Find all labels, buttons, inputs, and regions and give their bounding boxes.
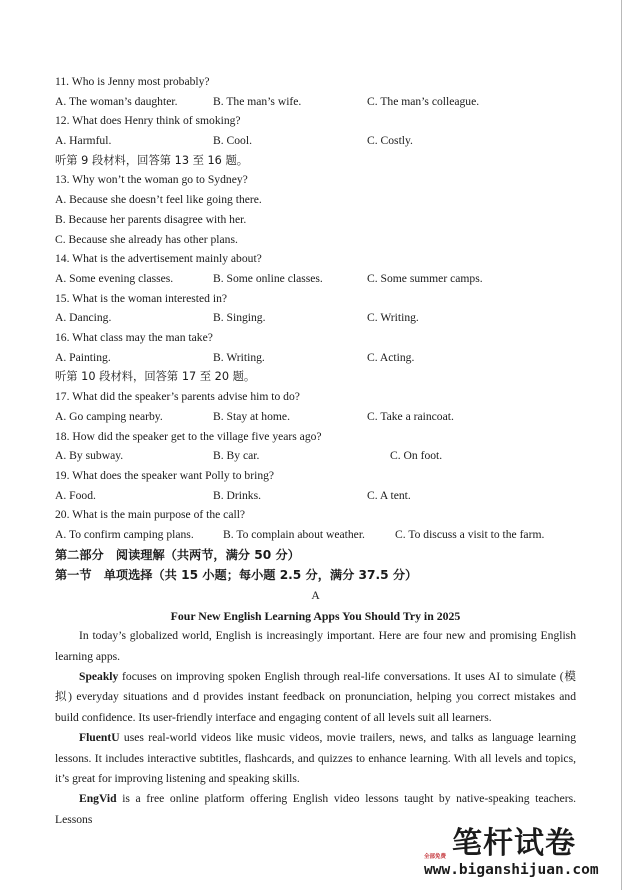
option-c-17[interactable]: C. Take a raincoat. <box>367 409 454 423</box>
watermark-free-badge: 全部免费 <box>424 854 447 860</box>
paragraph-text-2: focuses on improving spoken English through real-life conversations. It uses AI to simulate (模拟) everyday situations and d provides instant feedback on pronunciation, helping you correct mistakes and build confidence. Its user-friendly interface and engaging content of all levels suit all learners. <box>55 670 576 724</box>
question-stem-15: 15. What is the woman interested in? <box>55 291 228 305</box>
question-stem-17: 17. What did the speaker’s parents advise him to do? <box>55 390 300 404</box>
paragraph-text-3: uses real-world videos like music videos, movie trailers, news, and talks as language learning lessons. It includes interactive subtitles, flashcards, and quizzes to enhance learning. With all levels and topics, it’s great for improving listening and speaking skills. <box>55 731 576 786</box>
option-a-11[interactable]: A. The woman’s daughter. <box>55 94 178 108</box>
passage-marker: A <box>311 588 320 602</box>
question-options-18 <box>55 446 576 466</box>
option-a-12[interactable]: A. Harmful. <box>55 134 112 148</box>
option-a-14[interactable]: A. Some evening classes. <box>55 272 174 285</box>
paragraph-text-4: is a free online platform offering English video lessons taught by native-speaking teachers. Lessons <box>55 792 576 826</box>
question-options-12 <box>55 131 576 151</box>
option-b-14[interactable]: B. Some online classes. <box>213 272 323 285</box>
question-options-14 <box>55 269 576 289</box>
section-header-section-one: 第一节 单项选择（共 15 小题；每小题 2.5 分，满分 37.5 分） <box>55 568 418 583</box>
option-a-18[interactable]: A. By subway. <box>55 449 124 463</box>
app-name-speakly: Speakly <box>79 670 119 684</box>
option-b-19[interactable]: B. Drinks. <box>213 488 261 502</box>
option-a-20[interactable]: A. To confirm camping plans. <box>55 528 194 542</box>
passage-paragraph-2 <box>55 667 576 728</box>
watermark-brand: 笔杆试卷 <box>452 826 576 861</box>
material-notice-9: 听第 9 段材料，回答第 13 至 16 题。 <box>55 153 249 167</box>
question-stem-19: 19. What does the speaker want Polly to bring? <box>55 468 275 482</box>
option-b-12[interactable]: B. Cool. <box>213 134 252 148</box>
option-c-11[interactable]: C. The man’s colleague. <box>367 94 480 108</box>
option-b-20[interactable]: B. To complain about weather. <box>223 528 365 542</box>
passage-paragraph-3 <box>55 728 576 789</box>
option-b-15[interactable]: B. Singing. <box>213 311 266 325</box>
question-stem-13: 13. Why won’t the woman go to Sydney? <box>55 173 248 187</box>
option-c-18[interactable]: C. On foot. <box>390 449 443 463</box>
option-a-19[interactable]: A. Food. <box>55 488 96 502</box>
question-stem-14: 14. What is the advertisement mainly about? <box>55 252 262 266</box>
question-options-19 <box>55 486 576 506</box>
option-b-18[interactable]: B. By car. <box>213 449 260 463</box>
option-b-17[interactable]: B. Stay at home. <box>213 409 290 423</box>
question-options-17 <box>55 407 576 427</box>
question-stem-20: 20. What is the main purpose of the call? <box>55 508 246 522</box>
passage-paragraph-1 <box>55 626 576 667</box>
question-stem-11: 11. Who is Jenny most probably? <box>55 75 210 88</box>
question-options-15 <box>55 308 576 328</box>
section-header-part-two: 第二部分 阅读理解（共两节，满分 50 分） <box>55 547 300 562</box>
app-name-engvid: EngVid <box>79 792 117 806</box>
option-a-16[interactable]: A. Painting. <box>55 350 111 364</box>
option-c-19[interactable]: C. A tent. <box>367 488 411 502</box>
question-stem-18: 18. How did the speaker get to the village five years ago? <box>55 429 322 443</box>
option-c-15[interactable]: C. Writing. <box>367 311 419 325</box>
option-c-14[interactable]: C. Some summer camps. <box>367 272 483 285</box>
option-a-15[interactable]: A. Dancing. <box>55 311 112 325</box>
option-c-13[interactable]: C. Because she already has other plans. <box>55 232 238 246</box>
question-stem-12: 12. What does Henry think of smoking? <box>55 114 241 128</box>
option-a-13[interactable]: A. Because she doesn’t feel like going there. <box>55 193 262 207</box>
exam-paper-body <box>55 72 576 830</box>
material-notice-10: 听第 10 段材料，回答第 17 至 20 题。 <box>55 370 256 384</box>
option-c-16[interactable]: C. Acting. <box>367 350 415 364</box>
question-options-11 <box>55 92 576 112</box>
option-b-13[interactable]: B. Because her parents disagree with her. <box>55 212 247 226</box>
question-options-20 <box>55 525 576 545</box>
app-name-fluentu: FluentU <box>79 731 120 745</box>
page-edge-artifact <box>621 0 622 890</box>
question-stem-16: 16. What class may the man take? <box>55 331 213 345</box>
passage-paragraph-4 <box>55 789 576 830</box>
question-options-16 <box>55 348 576 368</box>
option-a-17[interactable]: A. Go camping nearby. <box>55 409 163 423</box>
option-b-11[interactable]: B. The man’s wife. <box>213 94 302 108</box>
option-b-16[interactable]: B. Writing. <box>213 350 265 364</box>
watermark <box>424 828 624 886</box>
option-c-12[interactable]: C. Costly. <box>367 134 413 148</box>
paragraph-text-1: In today’s globalized world, English is increasingly important. Here are four new and promising English learning apps. <box>55 629 576 663</box>
watermark-url: www.biganshijuan.com <box>424 862 599 878</box>
option-c-20[interactable]: C. To discuss a visit to the farm. <box>395 528 545 542</box>
passage-title: Four New English Learning Apps You Should Try in 2025 <box>170 609 461 624</box>
